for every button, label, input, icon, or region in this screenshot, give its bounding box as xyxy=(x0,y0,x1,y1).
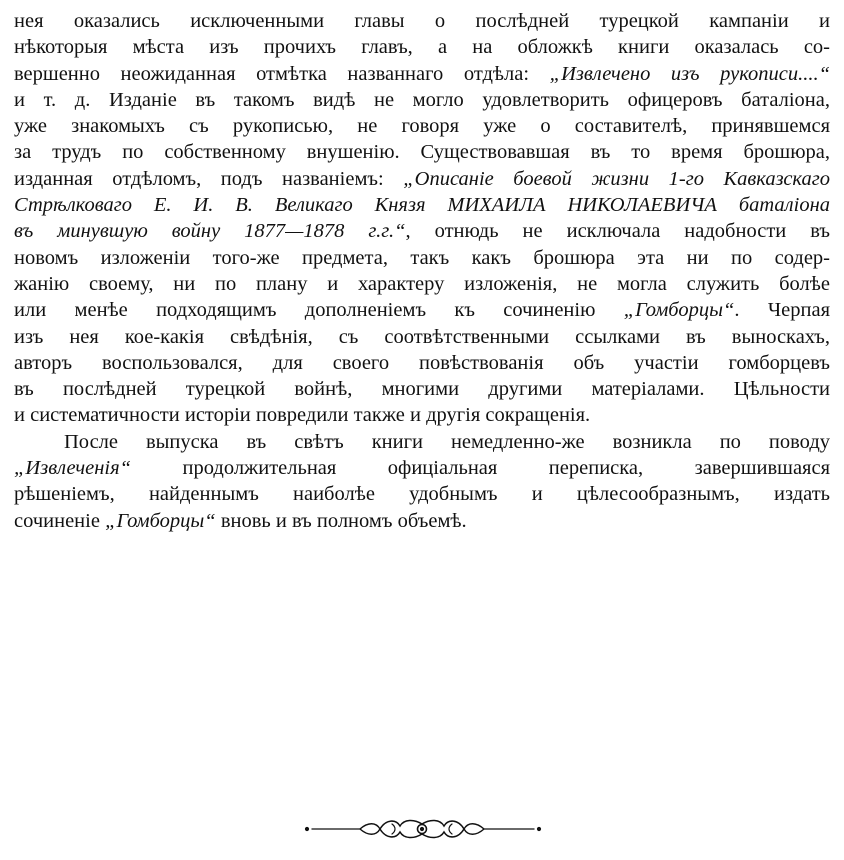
text-run: нѣкоторыя мѣста изъ прочихъ главъ, а на обложкѣ книги оказалась со- xyxy=(14,36,830,59)
text-run: изданная отдѣломъ, подъ названіемъ: xyxy=(14,167,404,190)
text-line xyxy=(14,455,830,481)
text-line xyxy=(14,481,830,507)
text-run: изъ нея кое-какія свѣдѣнія, съ соотвѣтственными ссылками въ выноскахъ, xyxy=(14,325,830,348)
italic-run: „Извлечено изъ рукописи....“ xyxy=(549,62,831,85)
text-run: и систематичности исторіи повредили также и другія сокращенія. xyxy=(14,404,591,427)
text-line xyxy=(14,61,830,87)
text-run: и т. д. Изданіе въ такомъ видѣ не могло удовлетворить офицеровъ баталіона, xyxy=(14,88,830,111)
text-run: за трудъ по собственному внушенію. Существовавшая въ то время брошюра, xyxy=(14,141,830,164)
text-line xyxy=(14,429,830,455)
text-run: вершенно неожиданная отмѣтка названнаго отдѣла: xyxy=(14,62,550,85)
document-page xyxy=(14,8,830,534)
text-line xyxy=(14,113,830,139)
text-line xyxy=(14,245,830,271)
text-run: или менѣе подходящимъ дополненіемъ къ сочиненію xyxy=(14,299,624,322)
text-run: вновь и въ полномъ объемѣ. xyxy=(215,509,467,532)
text-line xyxy=(14,87,830,113)
text-run: . Черпая xyxy=(734,299,830,322)
italic-run: въ минувшую войну 1877—1878 г.г.“ xyxy=(14,220,406,243)
italic-run: „Гомборцы“ xyxy=(105,509,216,532)
paragraph-2 xyxy=(14,429,830,534)
italic-run: Стрѣлковаго Е. И. В. Великаго Князя МИХАИЛА НИКОЛАЕВИЧА баталіона xyxy=(14,194,830,217)
text-line xyxy=(14,192,830,218)
text-run: въ послѣдней турецкой войнѣ, многими другими матеріалами. Цѣльности xyxy=(14,378,830,401)
paragraph-1 xyxy=(14,8,830,429)
text-line xyxy=(14,324,830,350)
text-run: продолжительная офиціальная переписка, завершившаяся xyxy=(131,457,830,480)
text-run: , отнюдь не исключала надобности въ xyxy=(405,220,831,243)
text-line xyxy=(14,271,830,297)
text-run: уже знакомыхъ съ рукописью, не говоря уже о составителѣ, принявшемся xyxy=(14,115,830,138)
italic-run: „Описаніе боевой жизни 1-го Кавказскаго xyxy=(403,167,830,190)
text-line xyxy=(14,139,830,165)
italic-run: „Извлеченія“ xyxy=(14,457,132,480)
text-line xyxy=(14,508,830,534)
text-line xyxy=(14,166,830,192)
text-line xyxy=(14,218,830,244)
text-run: рѣшеніемъ, найденнымъ наиболѣе удобнымъ и цѣлесообразнымъ, издать xyxy=(14,483,830,506)
text-run: После выпуска въ свѣтъ книги немедленно-же возникла по поводу xyxy=(64,430,830,453)
text-run: новомъ изложеніи того-же предмета, такъ какъ брошюра эта ни по содер- xyxy=(14,246,830,269)
text-line xyxy=(14,376,830,402)
text-line xyxy=(14,350,830,376)
text-run: авторъ воспользовался, для своего повѣствованія объ участіи гомборцевъ xyxy=(14,351,830,374)
text-run: сочиненіе xyxy=(14,509,106,532)
text-line xyxy=(14,297,830,323)
vignette-ornament-icon xyxy=(0,814,844,844)
text-line xyxy=(14,8,830,34)
italic-run: „Гомборцы“ xyxy=(623,299,735,322)
text-run: жанію своему, ни по плану и характеру изложенія, не могла служить болѣе xyxy=(14,272,830,295)
text-line xyxy=(14,34,830,60)
text-line xyxy=(14,402,830,428)
text-run: нея оказались исключенными главы о послѣдней турецкой кампаніи и xyxy=(14,10,830,32)
